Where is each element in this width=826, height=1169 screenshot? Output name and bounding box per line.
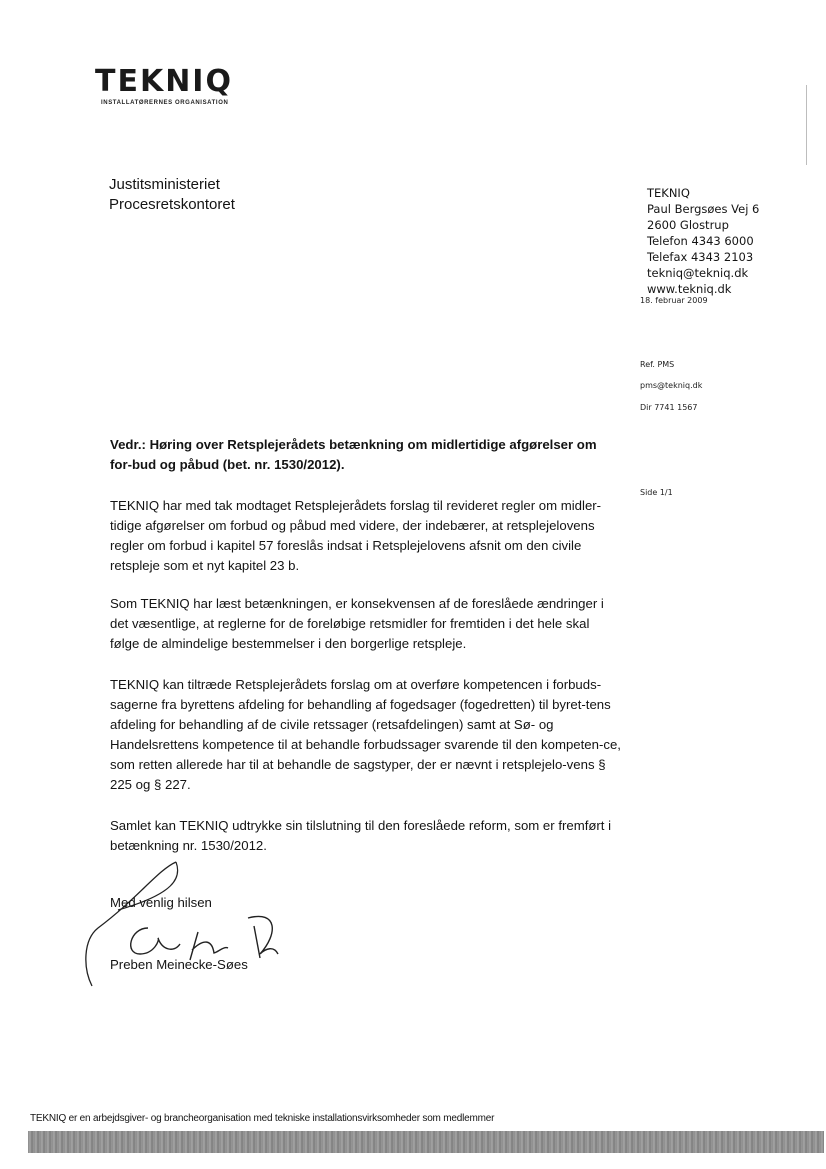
logo-wordmark: TEKNIQ <box>95 64 233 99</box>
recipient-line-2: Procesretskontoret <box>109 196 235 213</box>
paragraph-2: Som TEKNIQ har læst betænkningen, er konsekvensen af de foreslåede ændringer i det væsentlige, at reglerne for de foreløbige retsmidler for fremtiden i det hele skal følge de almindelige bestemmelser i den borgerlige retspleje. <box>110 596 604 651</box>
footer-bar <box>28 1131 824 1153</box>
handwritten-signature <box>78 858 288 993</box>
logo-tagline: INSTALLATØRERNES ORGANISATION <box>101 100 229 106</box>
reference: Ref. PMS <box>640 360 675 369</box>
closing-greeting: Med venlig hilsen <box>110 895 212 910</box>
recipient-address <box>109 175 235 215</box>
paragraph-1: TEKNIQ har med tak modtaget Retsplejerådets forslag til revideret regler om midler-tidige afgørelser om forbud og påbud med videre, der indebærer, at retsplejelovens regler om forbud i kapitel 57 foreslås indsat i Retsplejelovens afsnit om den civile retspleje som et nyt kapitel 23 b. <box>110 498 602 573</box>
letter-subject: Vedr.: Høring over Retsplejerådets betænkning om midlertidige afgørelser om for-bud og påbud (bet. nr. 1530/2012). <box>110 437 597 472</box>
paragraph-4: Samlet kan TEKNIQ udtrykke sin tilslutning til den foreslåede reform, som er fremført i betænkning nr. 1530/2012. <box>110 818 612 853</box>
sender-email: tekniq@tekniq.dk <box>647 266 749 280</box>
sender-phone: Telefon 4343 6000 <box>647 234 754 248</box>
sender-name: TEKNIQ <box>647 186 690 200</box>
signer-name: Preben Meinecke-Søes <box>110 957 248 972</box>
tekniq-logo <box>95 66 233 106</box>
sender-web: www.tekniq.dk <box>647 282 732 296</box>
scan-edge-mark <box>806 85 807 165</box>
contact-email: pms@tekniq.dk <box>640 381 703 390</box>
footer-text: TEKNIQ er en arbejdsgiver- og brancheorganisation med tekniske installationsvirksomheder som medlemmer <box>30 1113 495 1124</box>
paragraph-3: TEKNIQ kan tiltræde Retsplejerådets forslag om at overføre kompetencen i forbuds-sagerne fra byrettens afdeling for behandling af fogedsager (fogedretten) til byret-tens afdeling for behandling af de civile retssager (retsafdelingen) samt at Sø- og Handelsrettens kompetence til at behandle forbudssager svarende til den kompeten-ce, som retten allerede har til at behandle de sagstyper, der er nævnt i retsplejelo-vens § 225 og § 227. <box>110 677 621 792</box>
recipient-line-1: Justitsministeriet <box>109 176 220 193</box>
sender-fax: Telefax 4343 2103 <box>647 250 754 264</box>
direct-phone: Dir 7741 1567 <box>640 403 698 412</box>
letter-date: 18. februar 2009 <box>640 296 708 305</box>
sender-street: Paul Bergsøes Vej 6 <box>647 202 760 216</box>
sender-address <box>647 185 759 297</box>
sender-city: 2600 Glostrup <box>647 218 729 232</box>
page-number: Side 1/1 <box>640 488 673 497</box>
